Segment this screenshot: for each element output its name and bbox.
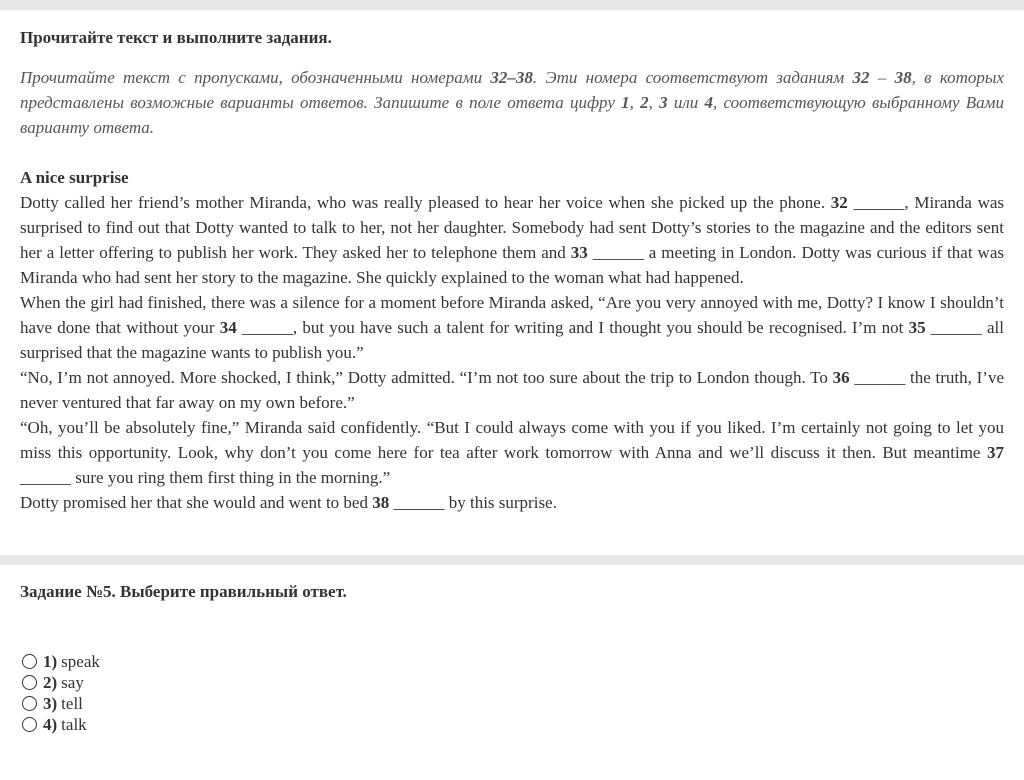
gap-number: 37 [987, 443, 1004, 462]
option-label: tell [61, 694, 83, 713]
instr-digit: 1 [621, 93, 630, 112]
instr-digit: 2 [640, 93, 649, 112]
gap-number: 35 [908, 318, 926, 337]
answer-options [22, 651, 100, 735]
instr-text: . Эти номера соответствуют заданиям [532, 68, 853, 87]
answer-option-4[interactable] [22, 714, 100, 735]
instr-text: или [667, 93, 705, 112]
top-divider-bar [0, 0, 1024, 10]
instructions [20, 65, 1004, 140]
section-heading: Прочитайте текст и выполните задания. [20, 28, 332, 47]
instr-digit: 3 [659, 93, 668, 112]
option-label: speak [61, 652, 100, 671]
option-number: 1) [43, 652, 58, 671]
passage-text: ______, but you have such a talent for writing and I thought you should be recognised. I’m not [236, 318, 909, 337]
instr-digit: 4 [704, 93, 713, 112]
instr-number: 38 [894, 68, 912, 87]
instr-text: , в которых представлены возможные варианты ответов. Запишите в поле ответа цифру [20, 68, 1004, 112]
passage-paragraph [20, 415, 1004, 490]
passage-text: ______ sure you ring them first thing in the morning.” [20, 468, 391, 487]
option-number: 3) [43, 694, 58, 713]
task-heading: Задание №5. Выберите правильный ответ. [20, 582, 347, 601]
passage-paragraph [20, 190, 1004, 290]
passage-text: ______, Miranda was surprised to find out that Dotty wanted to talk to her, not her daughter. Somebody had sent Dotty’s stories to the magazine and the editors sent her a letter offering to publish her work. They asked her to telephone them and [20, 193, 1005, 262]
option-label: talk [61, 715, 87, 734]
instr-text: , [629, 93, 641, 112]
instr-text: , [648, 93, 660, 112]
answer-option-2[interactable] [22, 672, 100, 693]
gap-number: 34 [219, 318, 237, 337]
passage-paragraph [20, 490, 1004, 515]
passage-text: Dotty promised her that she would and went to bed [20, 493, 373, 512]
option-label: say [61, 673, 84, 692]
instr-text: – [869, 68, 895, 87]
passage-text: Dotty called her friend’s mother Miranda, who was really pleased to hear her voice when she picked up the phone. [20, 193, 831, 212]
passage-text: ______ a meeting in London. Dotty was curious if that was Miranda who had sent her story to the magazine. She quickly explained to the woman what had happened. [20, 243, 1004, 287]
passage-text: ______ the truth, I’ve never ventured that far away on my own before.” [20, 368, 1005, 412]
radio-button[interactable] [22, 696, 37, 711]
passage-title: A nice surprise [20, 168, 129, 187]
gap-number: 36 [832, 368, 850, 387]
passage-paragraph [20, 290, 1004, 365]
passage-text: “No, I’m not annoyed. More shocked, I think,” Dotty admitted. “I’m not too sure about the trip to London though. To [20, 368, 833, 387]
passage-text: When the girl had finished, there was a silence for a moment before Miranda asked, “Are you very annoyed with me, Dotty? I know I shouldn’t have done that without your [20, 293, 1004, 337]
gap-number: 33 [570, 243, 588, 262]
radio-button[interactable] [22, 654, 37, 669]
gap-number: 32 [830, 193, 848, 212]
gap-number: 38 [372, 493, 390, 512]
passage-text: “Oh, you’ll be absolutely fine,” Miranda said confidently. “But I could always come with you if you liked. I’m certainly not going to let you miss this opportunity. Look, why don’t you come here for tea after work tomorrow with Anna and we’ll discuss it then. But meantime [20, 418, 1004, 462]
instr-text: , соответствующую выбранному Вами варианту ответа. [20, 93, 1005, 137]
option-number: 4) [43, 715, 58, 734]
reading-passage [20, 165, 1004, 515]
instr-range: 32–38 [490, 68, 533, 87]
answer-option-3[interactable] [22, 693, 100, 714]
answer-option-1[interactable] [22, 651, 100, 672]
section-divider [0, 555, 1024, 565]
radio-button[interactable] [22, 675, 37, 690]
instr-text: Прочитайте текст с пропусками, обозначенными номерами [20, 68, 491, 87]
option-number: 2) [43, 673, 58, 692]
passage-paragraph [20, 365, 1004, 415]
passage-text: ______ all surprised that the magazine wants to publish you.” [20, 318, 1004, 362]
instr-number: 32 [852, 68, 870, 87]
passage-text: ______ by this surprise. [389, 493, 557, 512]
radio-button[interactable] [22, 717, 37, 732]
